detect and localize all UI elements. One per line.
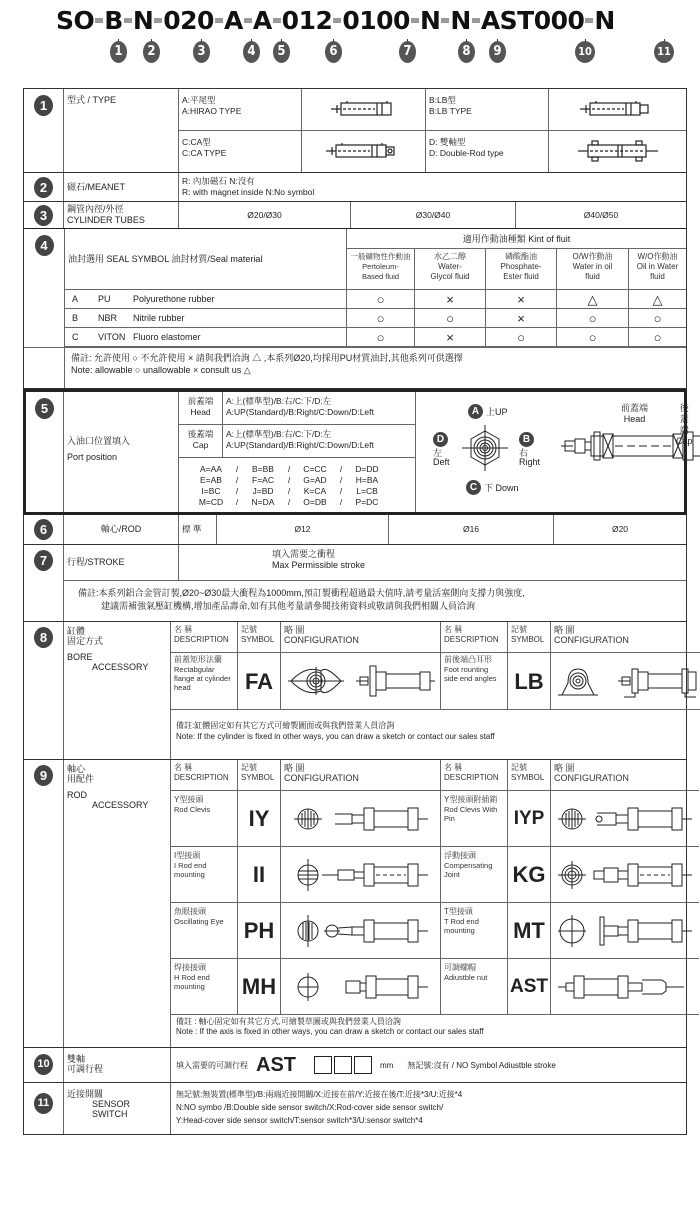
- marker-11: 11: [654, 41, 674, 63]
- seal-abbr: PU: [98, 293, 111, 304]
- marker-2: 2: [143, 41, 160, 63]
- fluid-en: Ester fluid: [503, 272, 539, 281]
- hdr-sym-cn: 記號: [511, 763, 527, 772]
- ast-suffix: 無記號:沒有 / NO Symbol Adiustble stroke: [407, 1060, 556, 1070]
- combo-code: C=CC: [303, 464, 327, 474]
- code-seg: 0100: [342, 5, 410, 35]
- accessory-row: [171, 903, 699, 959]
- section-stroke: [24, 545, 686, 622]
- seal-code: C: [72, 331, 79, 342]
- accessory-cn: Y型接頭: [174, 795, 204, 804]
- ast-unit: mm: [380, 1060, 394, 1070]
- bore-note-cn: 備註:缸體固定如有其它方式可繪製圖面或與我們營業人員洽詢: [176, 721, 395, 730]
- stroke-line-en: Max Permissible stroke: [272, 560, 366, 570]
- dir-b-cn: 右: [519, 448, 529, 458]
- type-d-diagram: [549, 131, 686, 173]
- code-seg: A: [223, 5, 243, 35]
- compatibility-mark: ○: [653, 329, 662, 345]
- seal-row: [65, 290, 686, 309]
- accessory-symbol: MT: [508, 903, 551, 958]
- fluid-col: [347, 249, 415, 289]
- marker-6: 6: [325, 41, 342, 63]
- code-seg: A: [252, 5, 272, 35]
- hdr-conf-en: CONFIGURATION: [554, 773, 629, 783]
- accessory-row: [171, 847, 699, 903]
- fluid-cn: 一般礦物性作動油: [350, 252, 411, 261]
- port-label-en: Port position: [67, 452, 118, 462]
- combo-code: B=BB: [252, 464, 274, 474]
- code-seg: 020: [163, 5, 214, 35]
- port-cap-opt-cn: A:上(標準型)/B:右/C:下/D:左: [226, 429, 332, 439]
- code-seg: N: [594, 5, 615, 35]
- hdr-conf-cn: 略 圖: [554, 763, 575, 773]
- fluid-col: [415, 249, 486, 289]
- rod-standard: 標 準: [179, 515, 217, 544]
- iyp-diagram-icon: [551, 791, 699, 846]
- accessory-cn: Y型接頭附插銷: [444, 795, 498, 804]
- rodacc-label-en2: ACCESSORY: [92, 800, 149, 810]
- combo-code: D=DD: [355, 464, 379, 474]
- ast-digit-box[interactable]: [314, 1056, 332, 1074]
- accessory-en: I Rod end mounting: [174, 861, 207, 879]
- rod-size: Ø20: [611, 524, 629, 534]
- accessory-en: T Rod end mounting: [444, 917, 479, 935]
- compatibility-mark: ×: [486, 309, 557, 327]
- accessory-symbol: FA: [238, 653, 281, 709]
- type-c-diagram: [302, 131, 426, 173]
- dir-c-label: 下 Down: [484, 483, 519, 493]
- bore-label-cn2: 固定方式: [67, 636, 104, 646]
- combo-code: A=AA: [200, 464, 222, 474]
- combo-code: J=BD: [252, 486, 274, 496]
- tube-size: Ø40/Ø50: [583, 210, 619, 220]
- combo-row: [193, 486, 405, 497]
- rodacc-note-cn: 備註 : 軸心固定如有其它方式,可繪製草圖或與我們營業人員洽詢: [176, 1017, 401, 1026]
- type-b-en: B:LB TYPE: [429, 106, 472, 116]
- code-seg: N: [450, 5, 471, 35]
- type-d-en: D: Double-Rod type: [429, 147, 504, 158]
- fluid-en: fluid: [650, 272, 665, 281]
- diagram-cap-cn: 後蓋端: [679, 403, 689, 435]
- hdr-conf-en: CONFIGURATION: [284, 635, 359, 645]
- combo-separator: /: [339, 486, 343, 496]
- code-dash: [215, 18, 223, 23]
- combo-row: [193, 464, 405, 475]
- port-combo-table: [179, 458, 415, 508]
- bore-label-en1: BORE: [67, 652, 93, 662]
- section-number: 1: [34, 95, 53, 116]
- dir-a-badge: A: [468, 404, 483, 419]
- accessory-symbol: LB: [508, 653, 551, 709]
- type-c-cn: C:CA型: [182, 136, 211, 147]
- accessory-en: Rectabgular flange at cylinder head: [174, 665, 231, 692]
- marker-9: 9: [489, 41, 506, 63]
- rod-label: 軸心/ROD: [64, 515, 179, 544]
- code-dash: [154, 18, 162, 23]
- iy-diagram-icon: [281, 791, 441, 846]
- combo-code: I=BC: [201, 486, 221, 496]
- compatibility-mark: ○: [347, 290, 415, 308]
- fluid-cn: O/W作動油: [572, 252, 613, 261]
- dir-c-badge: C: [466, 480, 481, 495]
- rod-size: Ø12: [217, 515, 389, 544]
- compatibility-mark: △: [652, 291, 663, 307]
- type-a-cn: A:平尾型: [182, 95, 216, 105]
- section-number: 10: [34, 1054, 53, 1075]
- code-dash: [95, 18, 103, 23]
- stroke-note-2: 建議需補強氣壓缸機構,增加產品壽命,如有其他考量請參閱技術資料或敬請與我們相關人員洽詢: [101, 601, 476, 611]
- accessory-en: Oscillating Eye: [174, 917, 224, 926]
- bore-label-en2: ACCESSORY: [92, 662, 149, 672]
- accessory-cn: 焊接接頭: [174, 963, 206, 972]
- seal-name: Fluoro elastomer: [133, 331, 201, 342]
- marker-3: 3: [193, 41, 210, 63]
- seal-row: [65, 328, 686, 347]
- hdr-conf-cn: 略 圖: [284, 763, 305, 773]
- accessory-cn: T型接頭: [444, 907, 473, 916]
- seal-abbr: NBR: [98, 312, 118, 323]
- accessory-cn: I型接頭: [174, 851, 201, 860]
- fluid-en: Water-: [438, 262, 462, 271]
- port-label-cn: 入油口位置填入: [67, 436, 131, 446]
- accessory-cn: 前後端凸耳形: [444, 655, 492, 664]
- hdr-desc-cn: 名 稱: [444, 625, 463, 634]
- fluid-en: Phosphate-: [500, 262, 542, 271]
- hdr-sym-en: SYMBOL: [511, 635, 545, 644]
- rodacc-label-en1: ROD: [67, 790, 87, 800]
- type-c-en: C:CA TYPE: [182, 147, 227, 158]
- accessory-cn: 浮動接頭: [444, 851, 476, 860]
- accessory-en: Adiustble nut: [444, 973, 488, 982]
- fluid-en: Oil in Water: [636, 262, 679, 271]
- seal-row: [65, 309, 686, 328]
- tube-size: Ø30/Ø40: [351, 202, 516, 228]
- compatibility-mark: ○: [557, 309, 629, 327]
- compatibility-mark: ○: [347, 328, 415, 346]
- accessory-symbol: IY: [238, 791, 281, 846]
- code-seg: N: [132, 5, 154, 35]
- combo-separator: /: [339, 464, 343, 474]
- section-number: 2: [34, 177, 53, 198]
- hdr-sym-cn: 記號: [511, 625, 527, 634]
- sensor-line-3: Y:Head-cover side sensor switch/T:sensor switch*3/U:sensor switch*4: [176, 1116, 423, 1125]
- fluid-col: [629, 249, 686, 289]
- section-number: 9: [34, 765, 53, 786]
- ast-code: AST: [256, 1053, 296, 1076]
- dir-d-cn: 左: [433, 448, 443, 458]
- seal-name: Polyurethone rubber: [133, 293, 215, 304]
- accessory-en: Compensating Joint: [444, 861, 493, 879]
- section-rod-accessory: [24, 760, 686, 1048]
- hdr-desc-en: DESCRIPTION: [444, 773, 499, 782]
- combo-code: M=CD: [198, 497, 224, 507]
- compatibility-mark: ○: [653, 310, 662, 326]
- port-cap-opt-en: A:UP(Standard)/B:Right/C:Down/D:Left: [226, 440, 374, 450]
- mh-diagram-icon: [281, 959, 441, 1014]
- sensor-label-en1: SENSOR: [92, 1099, 131, 1109]
- combo-separator: /: [235, 497, 239, 507]
- combo-code: K=CA: [303, 486, 327, 496]
- hdr-desc-cn: 名 稱: [174, 625, 193, 634]
- code-seg: 012: [281, 5, 333, 35]
- combo-row: [193, 497, 405, 508]
- combo-code: E=AB: [200, 475, 222, 485]
- fluid-en: Pertoleum-: [362, 262, 399, 271]
- rodacc-label-cn2: 用配件: [67, 774, 95, 784]
- compatibility-mark: ○: [415, 309, 486, 327]
- marker-5: 5: [273, 41, 290, 63]
- hdr-desc-en: DESCRIPTION: [174, 773, 229, 782]
- compatibility-mark: ×: [415, 290, 486, 308]
- accessory-cn: 可調螺帽: [444, 963, 476, 972]
- section-type: [24, 89, 686, 173]
- section-tubes: [24, 202, 686, 229]
- ph-diagram-icon: [281, 903, 441, 958]
- compatibility-mark: ×: [486, 290, 557, 308]
- section-number: 11: [34, 1093, 53, 1114]
- section-number: 6: [34, 519, 53, 540]
- code-dash: [124, 18, 132, 23]
- combo-separator: /: [339, 475, 343, 485]
- section-number: 3: [34, 205, 53, 226]
- seal-note-cn: 備註: 允許使用 ○ 不允許使用 × 請與我們洽詢 △ ,本系列Ø20,均採用PU材質油封,其他系列可供選擇: [71, 353, 463, 364]
- combo-code: N=DA: [251, 497, 275, 507]
- port-cap-cn: 後蓋端: [187, 429, 214, 439]
- type-d-cn: D: 雙軸型: [429, 136, 466, 147]
- sensor-label-cn: 近接開關: [67, 1089, 104, 1099]
- type-a-en: A:HIRAO TYPE: [182, 106, 242, 116]
- tube-size: Ø20/Ø30: [179, 202, 351, 228]
- model-code: [56, 3, 615, 37]
- section-number: 5: [35, 398, 54, 419]
- ast-stroke-input[interactable]: [314, 1056, 372, 1074]
- rodacc-label-cn1: 軸心: [67, 764, 86, 774]
- port-cap-en: Cap: [192, 440, 209, 450]
- diagram-cap-en: Cap: [676, 436, 693, 446]
- accessory-symbol: IYP: [508, 791, 551, 846]
- section-number: 7: [34, 550, 53, 571]
- seal-code: B: [72, 312, 79, 323]
- section-number: 4: [35, 235, 54, 256]
- magnet-line-cn: R: 內加磁石 N:沒有: [182, 176, 255, 186]
- section-port: [23, 389, 693, 515]
- hdr-desc-en: DESCRIPTION: [174, 635, 229, 644]
- code-dash: [585, 18, 593, 23]
- ast-digit-box[interactable]: [354, 1056, 372, 1074]
- code-dash: [441, 18, 449, 23]
- hdr-desc-cn: 名 稱: [444, 763, 463, 772]
- combo-code: H=BA: [355, 475, 379, 485]
- section-sensor: [24, 1083, 686, 1134]
- combo-code: O=DB: [303, 497, 327, 507]
- dir-b-en: Right: [519, 457, 541, 467]
- accessory-symbol: KG: [508, 847, 551, 902]
- code-dash: [333, 18, 341, 23]
- dir-d-badge: D: [433, 432, 448, 447]
- combo-code: L=CB: [356, 486, 378, 496]
- compatibility-mark: ×: [415, 328, 486, 346]
- accessory-symbol: PH: [238, 903, 281, 958]
- section-bore-accessory: [24, 622, 686, 760]
- type-label: 型式 / TYPE: [64, 89, 179, 172]
- stroke-line-cn: 填入需要之衝程: [272, 549, 336, 559]
- sensor-line-1: 無記號:無裝置(標準型)/B:兩端近接開關/X:近接在前/Y:近接在後/T:近接*3/U:近接*4: [176, 1090, 463, 1099]
- section-magnet: [24, 173, 686, 202]
- hdr-desc-cn: 名 稱: [174, 763, 193, 772]
- tubes-label-en: CYLINDER TUBES: [67, 215, 145, 225]
- spec-sheet: [23, 88, 693, 1135]
- combo-separator: /: [235, 475, 239, 485]
- section-number: 8: [34, 627, 53, 648]
- code-seg: SO: [56, 5, 95, 35]
- sensor-line-2: N:NO symbo /B:Double side sensor switch/X:Rod-cover side sensor switch/: [176, 1103, 444, 1112]
- marker-10: 10: [575, 41, 595, 63]
- accessory-row: [171, 791, 699, 847]
- type-a-diagram: [302, 89, 426, 130]
- accessory-en: Foot rounting side end angles: [444, 665, 497, 683]
- code-dash: [273, 18, 281, 23]
- diagram-head-en: Head: [623, 414, 646, 424]
- combo-separator: /: [235, 486, 239, 496]
- compatibility-mark: ○: [557, 328, 629, 346]
- sensor-label-en2: SWITCH: [92, 1109, 128, 1119]
- combo-code: G=AD: [303, 475, 327, 485]
- section-adjustable-stroke: [24, 1048, 686, 1083]
- accessory-cn: 前蓋矩形法蘭: [174, 655, 222, 664]
- code-dash: [244, 18, 252, 23]
- accessory-en: Rod Clevis With Pin: [444, 805, 498, 823]
- ast-label-cn2: 可調行程: [67, 1064, 104, 1074]
- type-b-cn: B:LB型: [429, 95, 456, 105]
- seal-abbr: VITON: [98, 331, 126, 342]
- hdr-conf-cn: 略 圖: [554, 625, 575, 635]
- combo-separator: /: [339, 497, 343, 507]
- hdr-sym-cn: 記號: [241, 763, 257, 772]
- accessory-en: Rod Clevis: [174, 805, 211, 814]
- accessory-symbol: MH: [238, 959, 281, 1014]
- tubes-label-cn: 鋼管內徑/外徑: [67, 204, 124, 214]
- code-seg: AST000: [480, 5, 585, 35]
- fluid-cn: W/O作動油: [637, 252, 678, 261]
- combo-separator: /: [287, 486, 291, 496]
- combo-separator: /: [287, 464, 291, 474]
- seal-note-en: Note: allowable ○ unallowable × consult us △: [71, 365, 251, 376]
- hdr-conf-en: CONFIGURATION: [554, 635, 629, 645]
- code-seg: N: [419, 5, 441, 35]
- seal-name: Nitrile rubber: [133, 312, 185, 323]
- lb-diagram-icon: [551, 653, 700, 709]
- magnet-line-en: R: with magnet inside N:No symbol: [182, 187, 315, 197]
- marker-8: 8: [458, 41, 475, 63]
- dir-a-label: 上UP: [486, 407, 508, 417]
- hdr-sym-cn: 記號: [241, 625, 257, 634]
- ast-digit-box[interactable]: [334, 1056, 352, 1074]
- stroke-label: 行程/STROKE: [64, 545, 179, 580]
- rod-size: Ø16: [389, 515, 554, 544]
- hdr-sym-en: SYMBOL: [241, 635, 275, 644]
- seal-code: A: [72, 293, 79, 304]
- port-head-cn: 前蓋端: [187, 396, 214, 406]
- section-seal: [24, 229, 686, 389]
- fluid-cn: 水乙二醇: [434, 252, 466, 261]
- fluid-col: [557, 249, 629, 289]
- dir-b-badge: B: [519, 432, 534, 447]
- ast-diagram-icon: [551, 959, 699, 1014]
- magnet-label: 磁石/MEANET: [64, 173, 179, 201]
- fluid-en: Based fluid: [361, 272, 400, 281]
- hdr-sym-en: SYMBOL: [511, 773, 545, 782]
- kg-diagram-icon: [551, 847, 699, 902]
- combo-separator: /: [287, 475, 291, 485]
- bore-note-en: Note: If the cylinder is fixed in other ways, you can draw a sketch or contact our sales staff: [176, 732, 495, 741]
- marker-4: 4: [243, 41, 260, 63]
- accessory-cn: 魚眼接頭: [174, 907, 206, 916]
- marker-7: 7: [399, 41, 416, 63]
- fluid-col: [486, 249, 557, 289]
- port-head-en: Head: [190, 407, 211, 417]
- hdr-conf-cn: 略 圖: [284, 625, 305, 635]
- section-rod: [24, 515, 686, 545]
- combo-row: [193, 475, 405, 486]
- cylinder-diagram-icon: [561, 428, 700, 464]
- combo-code: F=AC: [252, 475, 274, 485]
- hdr-desc-en: DESCRIPTION: [444, 635, 499, 644]
- compatibility-mark: ○: [486, 328, 557, 346]
- code-dash: [411, 18, 419, 23]
- mt-diagram-icon: [551, 903, 699, 958]
- dir-d-en: Deft: [433, 457, 450, 467]
- marker-1: 1: [110, 41, 127, 63]
- accessory-en: H Rod end mounting: [174, 973, 210, 991]
- rodacc-note-en: Note : If the axis is fixed in other ways, you can draw a sketch or contact our sales staff: [176, 1027, 484, 1036]
- compatibility-mark: △: [557, 290, 629, 308]
- fa-diagram-icon: [281, 653, 441, 709]
- code-seg: B: [104, 5, 123, 35]
- stroke-note-1: 備註:本系列鋁合金管訂製,Ø20~Ø30最大衝程為1000mm,預訂製衝程超過最大值時,請考量活塞側向支撐力與強度,: [78, 588, 525, 598]
- port-hex-nut-icon: [460, 423, 510, 473]
- bore-label-cn1: 缸體: [67, 626, 86, 636]
- fluid-en: Water in oil: [572, 262, 613, 271]
- accessory-symbol: II: [238, 847, 281, 902]
- ii-diagram-icon: [281, 847, 441, 902]
- accessory-row: [171, 959, 699, 1015]
- port-diagram: [416, 392, 693, 512]
- type-b-diagram: [549, 89, 686, 130]
- ast-prefix: 填入需要的可調行程: [176, 1060, 248, 1070]
- combo-code: P=DC: [355, 497, 379, 507]
- accessory-symbol: AST: [508, 959, 551, 1014]
- fluid-en: fluid: [585, 272, 600, 281]
- fluid-cn: 磷酸酯油: [505, 252, 537, 261]
- port-head-opt-en: A:UP(Standard)/B:Right/C:Down/D:Left: [226, 407, 374, 417]
- port-head-opt-cn: A:上(標準型)/B:右/C:下/D:左: [226, 396, 332, 406]
- diagram-head-cn: 前蓋端: [621, 403, 649, 413]
- code-dash: [472, 18, 480, 23]
- hdr-conf-en: CONFIGURATION: [284, 773, 359, 783]
- combo-separator: /: [287, 497, 291, 507]
- combo-separator: /: [235, 464, 239, 474]
- compatibility-mark: ○: [347, 309, 415, 327]
- fluid-en: Glycol fluid: [430, 272, 470, 281]
- seal-header: 油封選用 SEAL SYMBOL 油封材質/Seal material: [65, 229, 347, 289]
- hdr-sym-en: SYMBOL: [241, 773, 275, 782]
- ast-label-cn1: 雙軸: [67, 1054, 86, 1064]
- fluid-header: 適用作動油種類 Kint of fluit: [347, 229, 686, 249]
